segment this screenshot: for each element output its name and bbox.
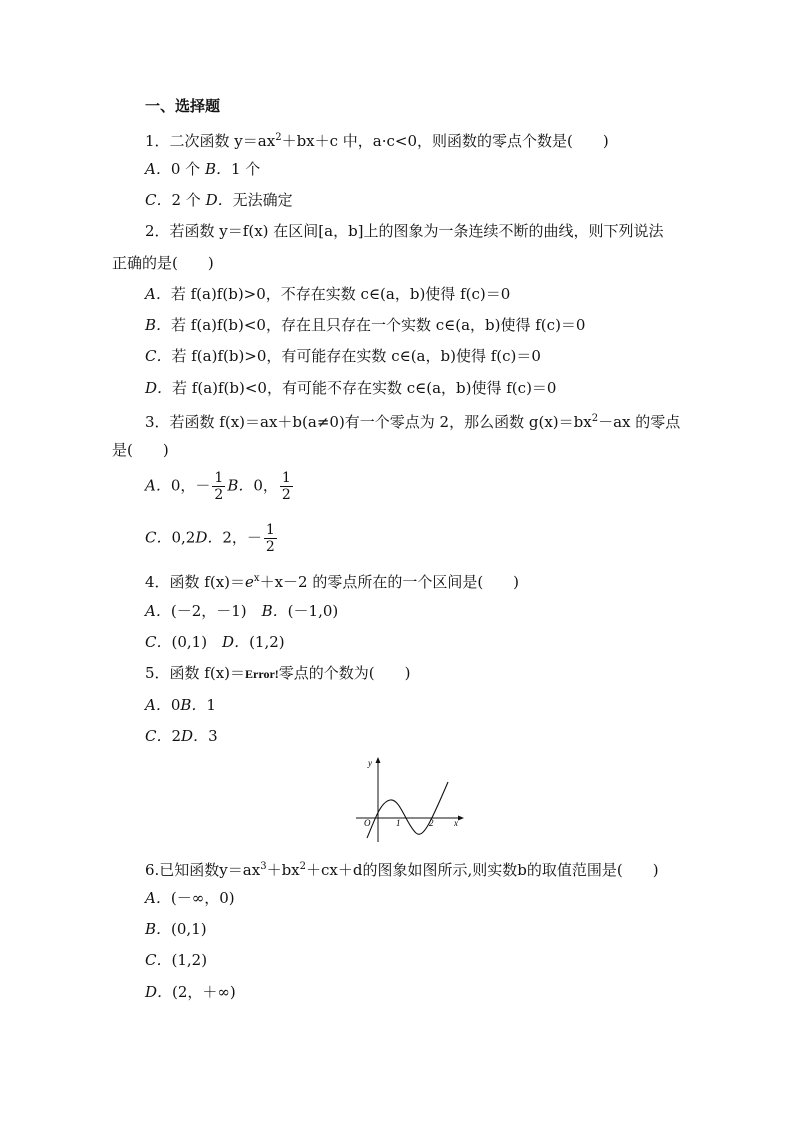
q5-option-d-letter: D． [181, 727, 209, 745]
q6-stem-post: ＋cx＋d的图象如图所示,则实数b的取值范围是( ) [306, 861, 659, 879]
q3-option-c-text: 0,2 [171, 528, 196, 547]
q1-option-a-letter: A． [145, 160, 171, 178]
q4-stem-post: ＋x－2 的零点所在的一个区间是( ) [259, 573, 520, 591]
q2-option-a-text: 若 f(a)f(b)>0，不存在实数 c∈(a，b)使得 f(c)＝0 [170, 285, 511, 303]
tick-label-2: 2 [429, 818, 434, 828]
q4-e: e [245, 573, 254, 591]
q4-option-d: (1,2) [249, 633, 285, 651]
question-6-option-a [145, 888, 235, 908]
question-6-option-c [145, 950, 207, 970]
q1-option-a: 0 个 [170, 160, 205, 178]
q5-error-placeholder: Error! [245, 667, 279, 681]
question-2-option-b [145, 315, 585, 335]
q5-option-c-letter: C． [145, 727, 172, 745]
q6-option-d-letter: D． [145, 983, 173, 1001]
fraction-numerator: 1 [214, 470, 224, 486]
question-2-option-c [145, 346, 541, 366]
origin-label: O [364, 818, 371, 828]
question-6-option-b [145, 919, 207, 939]
q3-option-b-letter: B． [227, 476, 254, 495]
question-6-option-d [145, 982, 236, 1002]
q6-stem-mid: ＋bx [266, 861, 300, 879]
q6-exponent-1: 3 [260, 861, 267, 872]
q4-option-b: (－1,0) [287, 602, 339, 620]
q4-option-a-letter: A． [145, 602, 171, 620]
question-2-option-a [145, 284, 510, 304]
q5-stem-pre: 5．函数 f(x)＝ [145, 664, 246, 682]
q5-option-a: 0 [170, 696, 181, 714]
q2-option-d-letter: D． [145, 379, 173, 397]
q3-option-b-text: 0， [253, 476, 278, 495]
q2-option-c-text: 若 f(a)f(b)>0，有可能存在实数 c∈(a，b)使得 f(c)＝0 [171, 347, 541, 365]
q5-stem-post: 零点的个数为( ) [278, 664, 411, 682]
q4-option-c-letter: C． [145, 633, 172, 651]
question-5-stem [145, 663, 411, 684]
question-1-stem [145, 128, 609, 151]
q6-option-a-text: (－∞，0) [170, 889, 235, 907]
q4-option-c: (0,1) [171, 633, 223, 651]
section-title: 一、选择题 [145, 97, 221, 115]
x-axis-arrow [458, 816, 464, 821]
question-5-options-cd [145, 726, 218, 746]
q2-option-b-letter: B． [145, 316, 172, 334]
q4-option-b-letter: B． [261, 602, 288, 620]
q6-option-d-text: (2，＋∞) [172, 983, 236, 1001]
q2-option-a-letter: A． [145, 285, 171, 303]
q2-option-b-text: 若 f(a)f(b)<0，存在且只存在一个实数 c∈(a，b)使得 f(c)＝0 [171, 316, 586, 334]
q3-exponent: 2 [591, 413, 599, 424]
q3-option-a-text: 0，－ [170, 476, 211, 495]
fraction-denominator: 2 [214, 487, 224, 503]
q5-option-c: 2 [171, 727, 182, 745]
q5-option-d: 3 [208, 727, 218, 745]
q6-option-c-text: (1,2) [171, 951, 208, 969]
question-3-stem-line1 [145, 409, 680, 432]
question-4-options-cd [145, 632, 285, 652]
function-curve [367, 782, 448, 838]
q5-option-b-letter: B． [180, 696, 207, 714]
q5-option-b: 1 [206, 696, 216, 714]
question-1-options-ab [145, 159, 260, 179]
q6-option-b-letter: B． [145, 920, 172, 938]
fraction-numerator: 1 [265, 522, 275, 538]
fraction-denominator: 2 [281, 487, 291, 503]
q6-stem-pre: 6.已知函数y＝ax [145, 861, 261, 879]
q3-option-d-letter: D． [195, 528, 223, 547]
q3-option-b-fraction [280, 470, 293, 503]
fraction-denominator: 2 [265, 539, 275, 555]
q6-exponent-2: 2 [299, 861, 307, 872]
q1-stem-pre: 1．二次函数 y＝ax [145, 132, 276, 150]
question-3-options-cd [145, 522, 279, 555]
q5-option-a-letter: A． [145, 696, 171, 714]
q3-stem-pre: 3．若函数 f(x)＝ax＋b(a≠0)有一个零点为 2，那么函数 g(x)＝bx [145, 413, 592, 431]
question-3-stem-line2: 是( ) [112, 441, 169, 459]
question-6-stem [145, 857, 659, 880]
q1-option-c-letter: C． [145, 191, 172, 209]
q3-option-d-text: 2，－ [222, 528, 262, 547]
q1-option-b-letter: B． [204, 160, 231, 178]
question-2-stem-line2: 正确的是( ) [112, 254, 214, 272]
q4-stem-pre: 4．函数 f(x)＝ [145, 573, 246, 591]
q4-exponent: x [253, 573, 260, 584]
question-1-options-cd [145, 190, 293, 210]
question-3-options-ab [145, 470, 295, 503]
q1-option-c: 2 个 [171, 191, 206, 209]
q6-option-b-text: (0,1) [171, 920, 207, 938]
q3-option-a-fraction [212, 470, 225, 503]
q6-option-a-letter: A． [145, 889, 171, 907]
q2-option-c-letter: C． [145, 347, 172, 365]
question-2-option-d [145, 378, 556, 398]
q4-option-d-letter: D． [222, 633, 250, 651]
q4-option-a: (－2，－1) [170, 602, 262, 620]
q3-option-d-fraction [264, 522, 277, 555]
x-axis-label: x [454, 818, 458, 828]
cubic-function-graph [350, 752, 475, 844]
q1-exponent: 2 [275, 132, 282, 143]
q3-stem-post: －ax 的零点 [598, 413, 681, 431]
q1-stem-post: ＋bx＋c 中，a·c<0，则函数的零点个数是( ) [281, 132, 609, 150]
fraction-numerator: 1 [281, 470, 291, 486]
q3-option-a-letter: A． [145, 476, 171, 495]
y-axis-label: y [368, 758, 372, 768]
q3-option-c-letter: C． [145, 528, 172, 547]
q1-option-d-letter: D． [205, 191, 233, 209]
q1-option-d: 无法确定 [232, 191, 293, 209]
q1-option-b: 1 个 [230, 160, 261, 178]
question-4-stem [145, 569, 519, 592]
question-2-stem-line1: 2．若函数 y＝f(x) 在区间[a，b]上的图象为一条连续不断的曲线，则下列说法 [145, 222, 664, 240]
q2-option-d-text: 若 f(a)f(b)<0，有可能不存在实数 c∈(a，b)使得 f(c)＝0 [172, 379, 557, 397]
tick-label-1: 1 [396, 818, 401, 828]
question-5-options-ab [145, 695, 216, 715]
question-4-options-ab [145, 601, 338, 621]
y-axis-arrow [376, 757, 381, 763]
q6-option-c-letter: C． [145, 951, 172, 969]
